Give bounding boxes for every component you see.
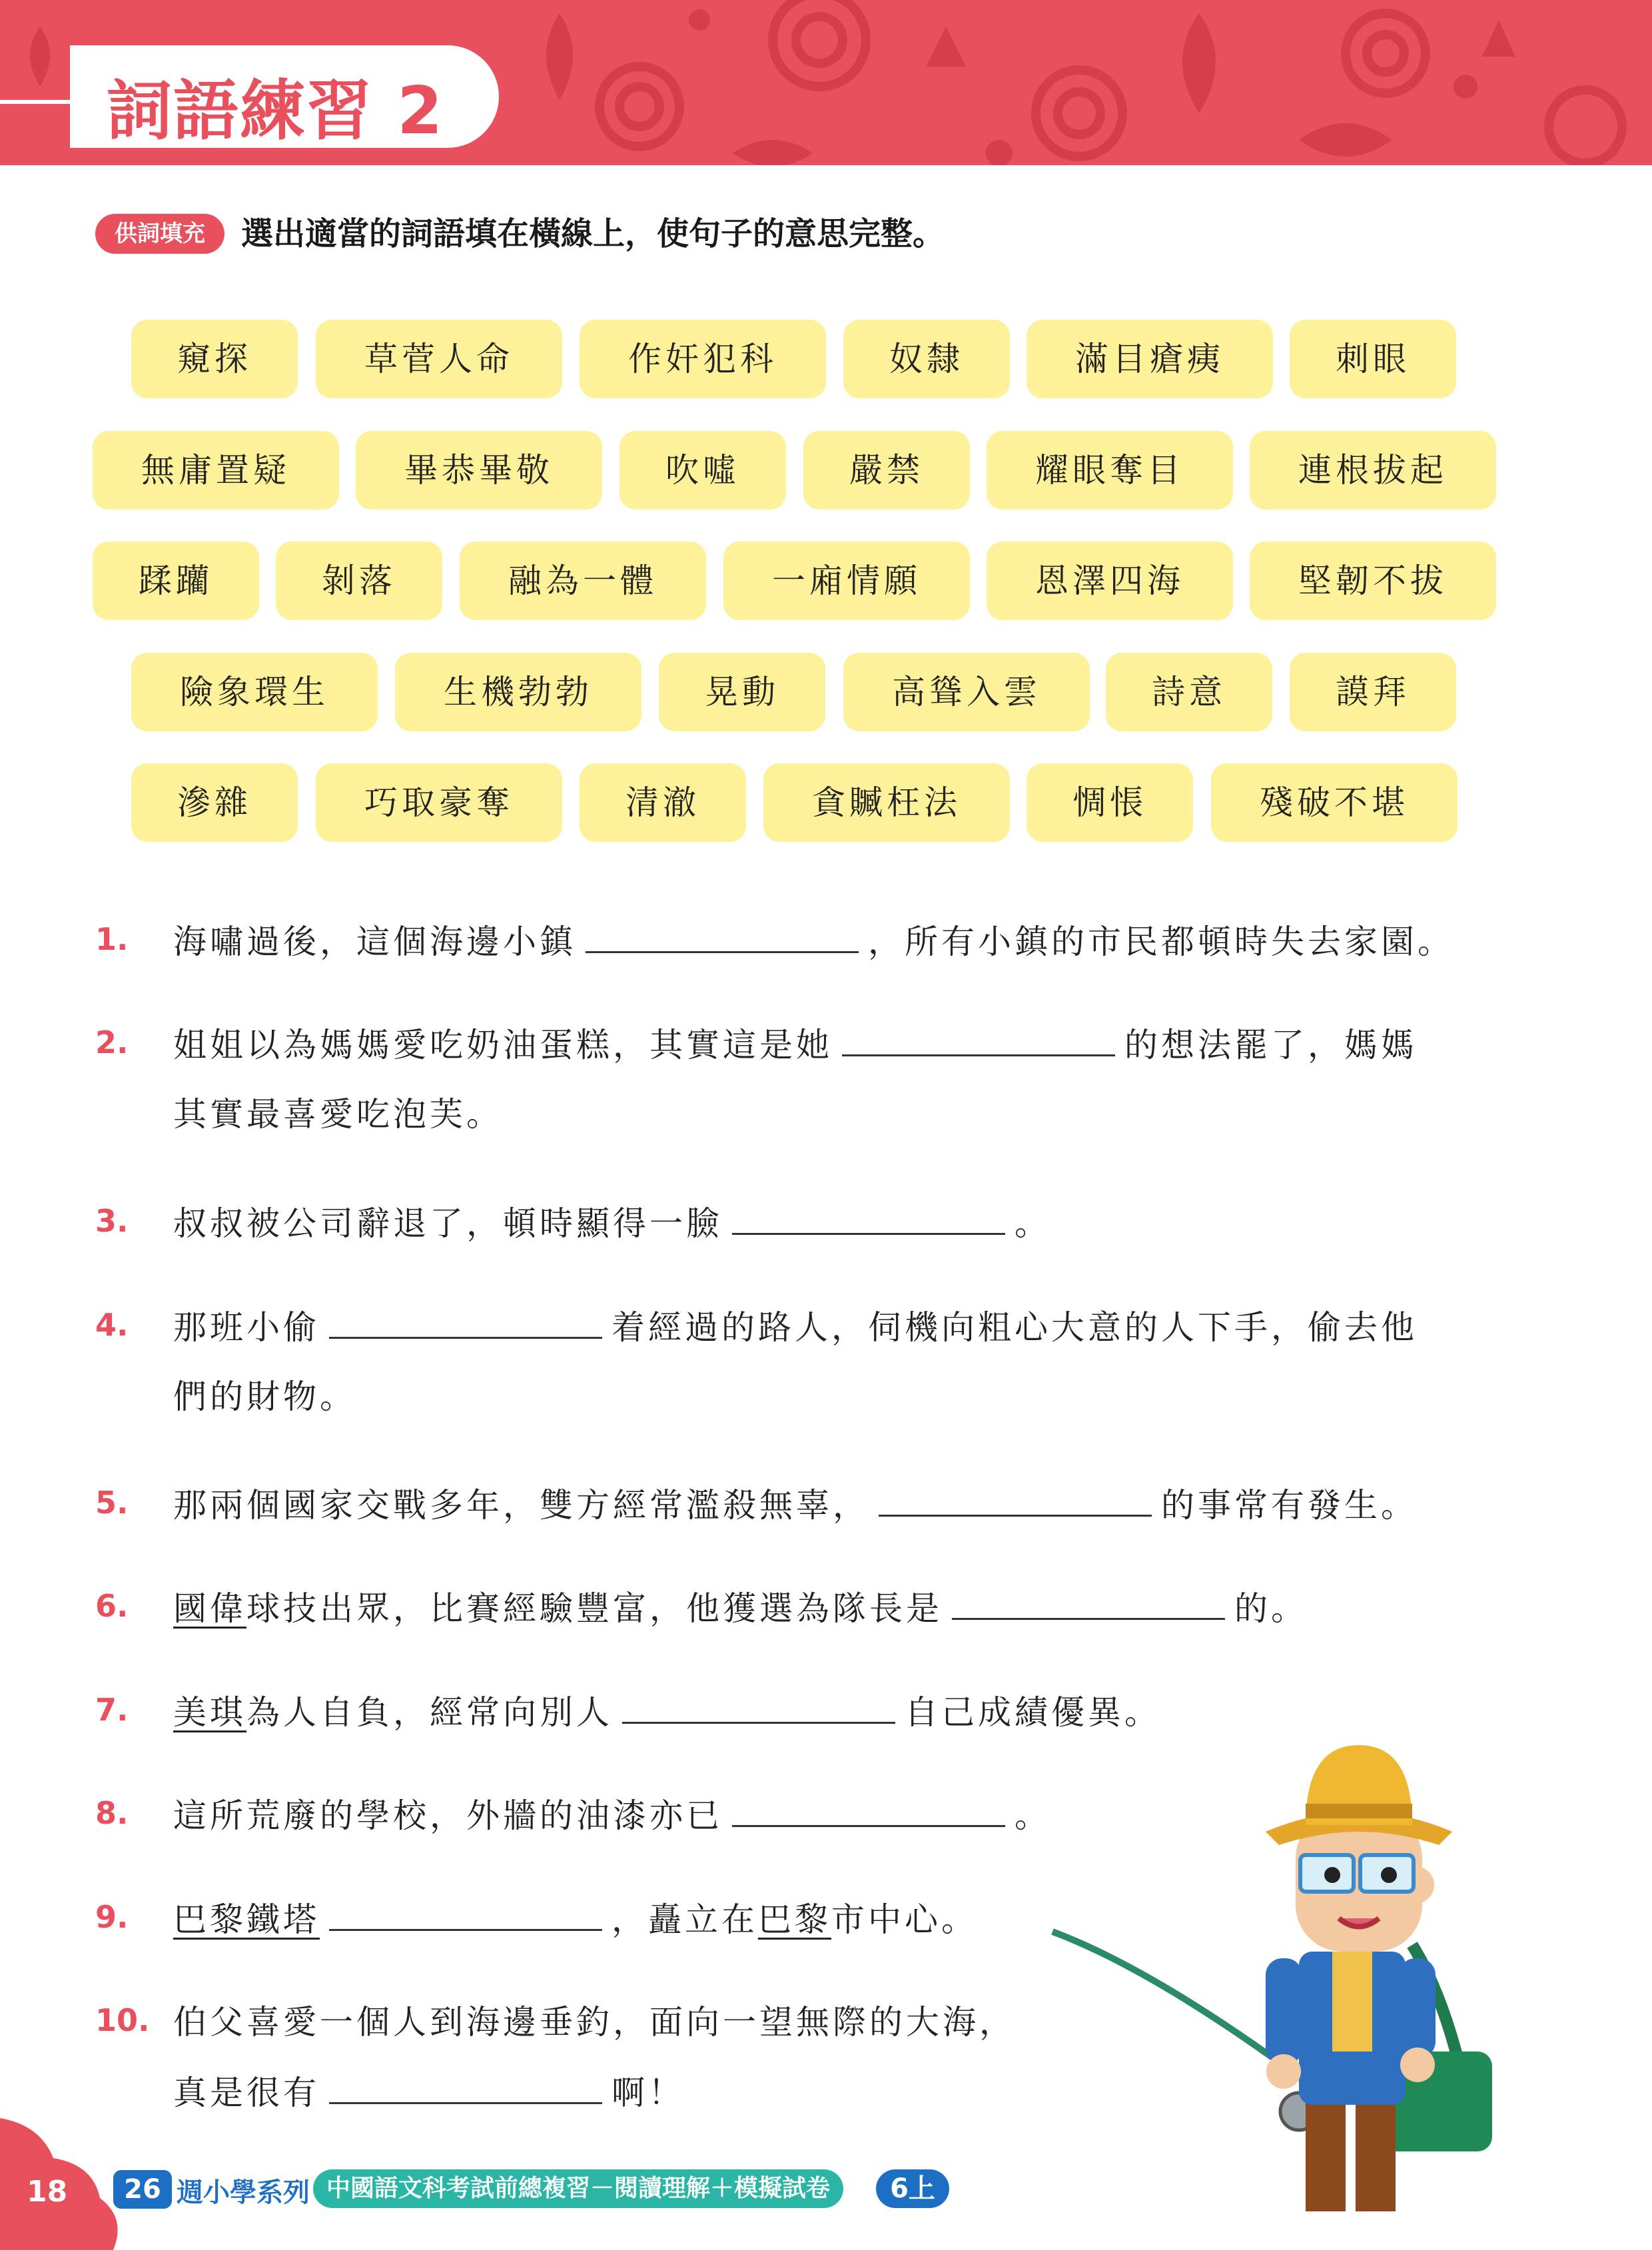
question-segment: 着經過的路人，伺機向粗心大意的人下手，偷去他: [612, 1308, 1418, 1347]
question-number: 4.: [95, 1307, 129, 1343]
word-chip: 耀眼奪目: [987, 431, 1233, 510]
shirt: [1332, 1952, 1372, 2052]
grade-badge: 6上: [876, 2169, 949, 2208]
question-text: [173, 1896, 978, 1943]
question-segment: 啊！: [612, 2073, 685, 2112]
question-number: 7.: [95, 1692, 129, 1728]
series-name: 週小學系列: [177, 2177, 310, 2208]
question-segment: 伯父喜愛一個人到海邊垂釣，面向一望無際的大海，: [173, 2003, 1016, 2042]
question-number: 6.: [95, 1588, 129, 1624]
word-chip: 刺眼: [1290, 320, 1456, 398]
question-segment: 海嘯過後，這個海邊小鎮: [173, 923, 576, 961]
word-chip: 生機勃勃: [395, 653, 641, 731]
question-segment: 的想法罷了，媽媽: [1124, 1026, 1418, 1064]
proper-noun: 國偉: [173, 1589, 246, 1628]
question-segment: 的。: [1234, 1589, 1308, 1628]
answer-blank[interactable]: [842, 1021, 1115, 1056]
question-text: [173, 1304, 1418, 1351]
question-number: 3.: [95, 1203, 129, 1239]
fisherman-illustration: [1039, 1718, 1505, 2238]
question-text: [173, 1688, 1161, 1736]
word-chip: 殘破不堪: [1211, 763, 1457, 842]
answer-blank[interactable]: [622, 1688, 895, 1724]
hand-right: [1400, 2048, 1435, 2082]
question-text-continued: [173, 2069, 685, 2116]
question-text-continued: 其實最喜愛吃泡芙。: [173, 1095, 503, 1134]
word-chip: 巧取豪奪: [316, 763, 562, 842]
hat-band: [1306, 1804, 1412, 1818]
question-segment: 真是很有: [173, 2073, 320, 2112]
word-chip: 險象環生: [131, 653, 378, 731]
word-chip: 窺探: [131, 320, 298, 398]
answer-blank[interactable]: [732, 1200, 1005, 1235]
question-text: [173, 1481, 1418, 1529]
page-title: 詞語練習 2: [107, 73, 444, 149]
book-title: 中國語文科考試前總複習－閱讀理解＋模擬試卷: [313, 2169, 843, 2208]
answer-blank[interactable]: [329, 1304, 602, 1339]
question-segment: 球技出眾，比賽經驗豐富，他獲選為隊長是: [246, 1589, 943, 1628]
word-chip: 嚴禁: [803, 431, 970, 510]
question-segment: ，所有小鎮的市民都頓時失去家園。: [868, 923, 1454, 961]
question-segment: 自己成績優異。: [905, 1693, 1161, 1732]
question-text: [173, 1200, 1051, 1247]
arm-left: [1266, 1958, 1302, 2065]
question-number: 2.: [95, 1024, 129, 1060]
question-number: 5.: [95, 1485, 129, 1521]
word-chip: 滲雜: [131, 763, 298, 842]
answer-blank[interactable]: [329, 2069, 602, 2104]
word-chip: 蹂躪: [93, 542, 259, 620]
question-text: [173, 1021, 1418, 1068]
question-number: 1.: [95, 921, 129, 957]
eye-left: [1324, 1867, 1340, 1883]
question-text-continued: 們的財物。: [173, 1377, 356, 1416]
word-chip: 融為一體: [460, 542, 706, 620]
question-segment: 為人自負，經常向別人: [246, 1693, 613, 1732]
question-segment: 市中心。: [831, 1900, 978, 1939]
answer-blank[interactable]: [329, 1896, 602, 1931]
leg-left: [1306, 2091, 1346, 2211]
mouth: [1339, 1918, 1379, 1927]
word-chip: 吹噓: [620, 431, 786, 510]
proper-noun: 巴黎鐵塔: [173, 1900, 320, 1939]
word-chip: 詩意: [1106, 653, 1272, 731]
word-chip: 滿目瘡痍: [1027, 320, 1273, 398]
title-rule: [0, 100, 73, 104]
question-segment: 。: [1015, 1204, 1051, 1243]
question-segment: 的事常有發生。: [1161, 1486, 1418, 1525]
answer-blank[interactable]: [586, 918, 859, 953]
word-chip: 堅韌不拔: [1250, 542, 1496, 620]
arm-right: [1399, 1958, 1436, 2058]
word-chip: 連根拔起: [1250, 431, 1496, 510]
question-segment: 。: [1015, 1796, 1051, 1835]
question-segment: 姐姐以為媽媽愛吃奶油蛋糕，其實這是她: [173, 1026, 833, 1064]
question-text: [173, 1792, 1051, 1839]
header-banner: [0, 0, 1652, 165]
word-chip: 謨拜: [1290, 653, 1456, 731]
word-chip: 無庸置疑: [93, 431, 339, 510]
section-tag: 供詞填充: [95, 214, 224, 254]
page-number: 18: [27, 2175, 68, 2209]
question-segment: 叔叔被公司辭退了，頓時顯得一臉: [173, 1204, 723, 1243]
word-chip: 一廂情願: [723, 542, 970, 620]
question-number: 9.: [95, 1899, 129, 1935]
word-chip: 高聳入雲: [843, 653, 1090, 731]
proper-noun: 巴黎: [758, 1900, 831, 1939]
word-chip: 剝落: [276, 542, 442, 620]
eye-right: [1381, 1867, 1397, 1883]
answer-blank[interactable]: [952, 1585, 1225, 1620]
leg-right: [1356, 2091, 1396, 2211]
question-segment: ，矗立在: [612, 1900, 758, 1939]
question-segment: 那班小偷: [173, 1308, 320, 1347]
word-chip: 草菅人命: [316, 320, 562, 398]
question-number: 8.: [95, 1795, 129, 1831]
question-text: [173, 1999, 1016, 2046]
question-number: 10.: [95, 2002, 150, 2038]
hand-left: [1266, 2054, 1301, 2089]
instruction-text: 選出適當的詞語填在橫線上，使句子的意思完整。: [241, 215, 945, 252]
word-chip: 惆悵: [1027, 763, 1193, 842]
question-text: [173, 1585, 1308, 1632]
word-chip: 畢恭畢敬: [356, 431, 602, 510]
answer-blank[interactable]: [879, 1481, 1152, 1517]
word-chip: 貪贓枉法: [763, 763, 1010, 842]
word-chip: 奴隸: [843, 320, 1010, 398]
question-text: [173, 918, 1454, 965]
word-chip: 晃動: [659, 653, 825, 731]
word-chip: 恩澤四海: [987, 542, 1233, 620]
word-chip: 作奸犯科: [580, 320, 826, 398]
series-logo: 26: [113, 2170, 172, 2209]
proper-noun: 美琪: [173, 1693, 246, 1732]
question-segment: 這所荒廢的學校，外牆的油漆亦已: [173, 1796, 723, 1835]
answer-blank[interactable]: [732, 1792, 1005, 1827]
question-segment: 那兩個國家交戰多年，雙方經常濫殺無辜，: [173, 1486, 869, 1525]
word-chip: 清澈: [580, 763, 746, 842]
